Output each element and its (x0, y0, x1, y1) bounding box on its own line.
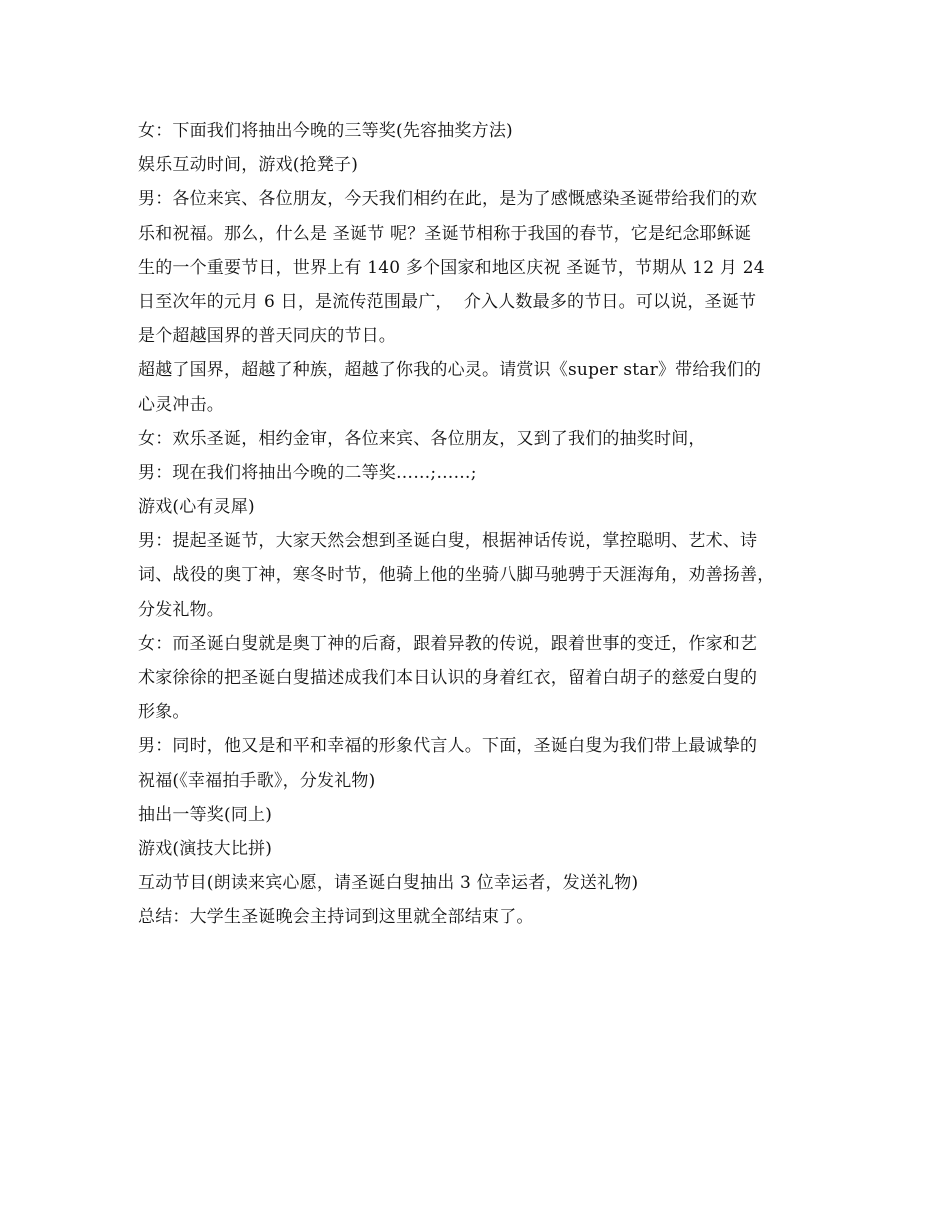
text-line: 游戏(心有灵犀) (138, 497, 255, 518)
text-line: 女：而圣诞白叟就是奥丁神的后裔，跟着异教的传说，跟着世事的变迁，作家和艺 (138, 633, 758, 654)
text-line: 男：各位来宾、各位朋友，今天我们相约在此，是为了感慨感染圣诞带给我们的欢 (138, 189, 758, 210)
text-line: 词、战役的奥丁神，寒冬时节，他骑上他的坐骑八脚马驰骋于天涯海角，劝善扬善， (138, 565, 775, 586)
text-line: 男：现在我们将抽出今晚的二等奖……;……; (138, 462, 477, 483)
text-line: 心灵冲击。 (138, 394, 224, 415)
text-line: 抽出一等奖(同上) (138, 804, 273, 825)
text-line: 祝福(《幸福拍手歌》，分发礼物) (138, 770, 376, 791)
text-line: 互动节目(朗读来宾心愿，请圣诞白叟抽出 3 位幸运者，发送礼物) (138, 873, 639, 894)
text-line: 是个超越国界的普天同庆的节日。 (138, 326, 396, 347)
text-line: 日至次年的元月 6 日，是流传范围最广， 介入人数最多的节日。可以说，圣诞节 (138, 291, 757, 312)
text-line: 超越了国界，超越了种族，超越了你我的心灵。请赏识《super star》带给我们的 (138, 360, 762, 381)
text-line: 总结：大学生圣诞晚会主持词到这里就全部结束了。 (138, 907, 534, 928)
text-line: 女：欢乐圣诞，相约金审，各位来宾、各位朋友，又到了我们的抽奖时间， (138, 428, 706, 449)
text-line: 男：提起圣诞节，大家天然会想到圣诞白叟，根据神话传说，掌控聪明、艺术、诗 (138, 531, 758, 552)
text-line: 男：同时，他又是和平和幸福的形象代言人。下面，圣诞白叟为我们带上最诚挚的 (138, 736, 758, 757)
text-line: 娱乐互动时间，游戏(抢凳子) (138, 155, 359, 176)
document-body (138, 114, 828, 935)
text-line: 生的一个重要节日，世界上有 140 多个国家和地区庆祝 圣诞节，节期从 12 月 24 (138, 257, 765, 278)
text-line: 术家徐徐的把圣诞白叟描述成我们本日认识的身着红衣，留着白胡子的慈爱白叟的 (138, 668, 758, 688)
text-line: 女：下面我们将抽出今晚的三等奖(先容抽奖方法) (138, 121, 513, 141)
text-line: 乐和祝福。那么，什么是 圣诞节 呢？圣诞节相称于我国的春节，它是纪念耶稣诞 (138, 223, 752, 244)
text-line: 分发礼物。 (138, 599, 224, 620)
text-line: 形象。 (138, 702, 190, 723)
text-line: 游戏(演技大比拼) (138, 838, 273, 859)
